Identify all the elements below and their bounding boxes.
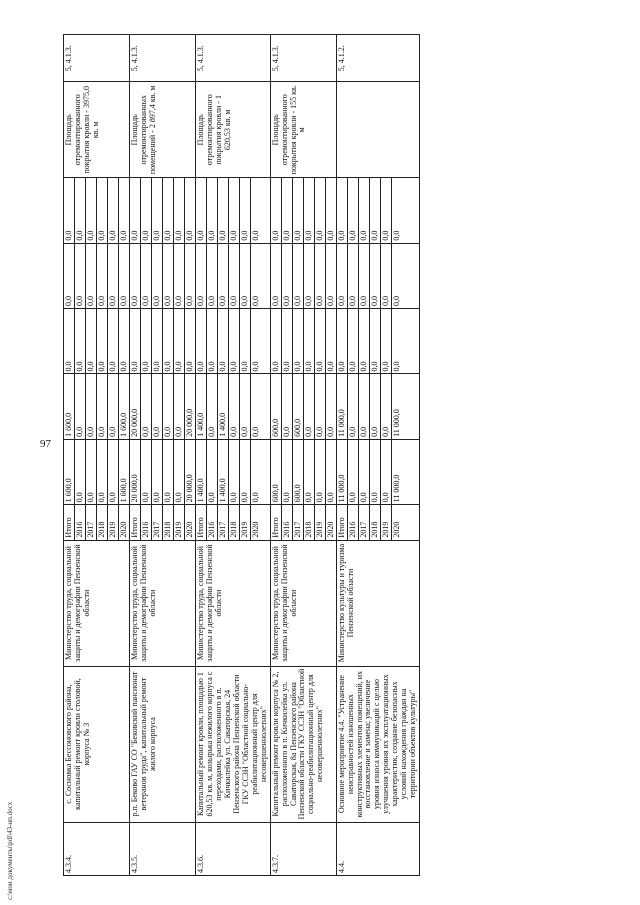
year-column-value: 2016	[207, 505, 218, 539]
regional-budget-column	[270, 374, 336, 439]
year-column	[270, 505, 336, 540]
local-budget-column	[196, 243, 271, 308]
regional-budget-column-value: 0,0	[348, 374, 359, 438]
regional-budget-column-value: 11 000,0	[337, 374, 348, 438]
local-budget-column-value: 0,0	[108, 244, 119, 308]
local-budget-column-value: 0,0	[282, 244, 293, 308]
other-sources-column-value: 0,0	[304, 178, 315, 242]
other-sources-column	[64, 178, 130, 243]
total-column	[270, 439, 336, 504]
total-column-value: 0,0	[229, 440, 240, 504]
year-column-value: 2019	[315, 505, 326, 539]
regional-budget-column-value: 0,0	[381, 374, 392, 438]
total-column-value: 0,0	[240, 440, 251, 504]
other-sources-column-value: 0,0	[240, 178, 251, 242]
other-sources-column-value: 0,0	[229, 178, 240, 242]
other-sources-column-value: 0,0	[325, 230, 335, 241]
local-budget-column-value: 0,0	[163, 244, 174, 308]
year-column-value: 2020	[251, 521, 260, 538]
regional-budget-column	[130, 374, 196, 439]
page-number: 97	[40, 438, 51, 450]
total-column-value: 0,0	[108, 440, 119, 504]
row-reference: 5, 4.1.3.	[196, 35, 271, 82]
row-name: с. Сосновка Бессоновского района, капитальный ремонт кровли столовой, корпуса № 3	[64, 666, 130, 822]
total-column-value: 11 000,0	[391, 474, 401, 503]
total-column-value: 0,0	[370, 440, 381, 504]
federal-budget-column	[130, 309, 196, 374]
row-reference: 5, 4.1.3.	[270, 35, 336, 82]
total-column	[130, 439, 196, 504]
total-column-value: 11 000,0	[337, 440, 348, 504]
federal-budget-column-value: 0,0	[240, 309, 251, 373]
total-column-value: 0,0	[174, 440, 185, 504]
local-budget-column-value: 0,0	[174, 244, 185, 308]
row-number: 4.3.5.	[130, 822, 196, 875]
table-row	[270, 35, 336, 876]
row-indicator: Площадь отремонтированного покрытия кровли - 155 кв. м	[270, 82, 336, 178]
year-column-value: 2019	[381, 505, 392, 539]
rotated-table-container	[63, 34, 623, 876]
row-number: 4.3.6.	[196, 822, 271, 875]
year-column-value: 2018	[229, 505, 240, 539]
federal-budget-column-value: 0,0	[315, 309, 326, 373]
federal-budget-column-value: 0,0	[293, 309, 304, 373]
other-sources-column	[336, 178, 420, 243]
other-sources-column	[196, 178, 271, 243]
total-column-value: 0,0	[348, 440, 359, 504]
regional-budget-column-value: 600,0	[271, 374, 282, 438]
federal-budget-column-value: 0,0	[119, 361, 128, 372]
total-column-value: 20 000,0	[185, 474, 194, 503]
other-sources-column-value: 0,0	[293, 178, 304, 242]
table-row	[130, 35, 196, 876]
federal-budget-column-value: 0,0	[141, 309, 152, 373]
regional-budget-column-value: 0,0	[370, 374, 381, 438]
year-column-value: 2020	[119, 521, 128, 538]
year-column-value: Итого	[271, 505, 282, 539]
row-number: 4.4.	[336, 822, 420, 875]
total-column-value: 20 000,0	[130, 440, 141, 504]
other-sources-column-value: 0,0	[163, 178, 174, 242]
other-sources-column-value: 0,0	[64, 178, 75, 242]
row-name: Основное мероприятие 4.4. "Устранение неисправностей изношенных конструктивных элементов помещений, их восстановление и замена; увеличение уровня износа коммуникаций с целью улучшения уровня их эксплуатационных характеристик, создание безопасных условий нахождения граждан на территории объектов культуры"	[336, 666, 420, 822]
row-name: Капитальный ремонт кровли, площадью 1 620,53 кв. м, козырька нежилого корпуса с переходами, расположенного в п. Кичкилейка ул. Саваторская, 24 Пензенского района Пензенской области ГКУ ССЗН "Областной социально-реабилитационный центр для несовершеннолетних"	[196, 666, 271, 822]
local-budget-column-value: 0,0	[64, 244, 75, 308]
total-column-value: 0,0	[97, 440, 108, 504]
table-row	[64, 35, 130, 876]
total-column-value: 1 600,0	[119, 478, 128, 503]
other-sources-column-value: 0,0	[185, 230, 194, 241]
total-column-value: 600,0	[293, 440, 304, 504]
year-column-value: Итого	[64, 505, 75, 539]
regional-budget-column-value: 0,0	[97, 374, 108, 438]
total-column-value: 0,0	[75, 440, 86, 504]
total-column	[196, 439, 271, 504]
regional-budget-column-value: 1 400,0	[218, 374, 229, 438]
other-sources-column-value: 0,0	[130, 178, 141, 242]
local-budget-column-value: 0,0	[348, 244, 359, 308]
federal-budget-column-value: 0,0	[86, 309, 97, 373]
other-sources-column-value: 0,0	[271, 178, 282, 242]
year-column-value: 2018	[370, 505, 381, 539]
total-column-value: 0,0	[381, 440, 392, 504]
federal-budget-column-value: 0,0	[348, 309, 359, 373]
total-column-value: 1 600,0	[64, 440, 75, 504]
regional-budget-column-value: 0,0	[282, 374, 293, 438]
year-column-value: 2016	[75, 505, 86, 539]
federal-budget-column	[336, 309, 420, 374]
year-column-value: 2020	[185, 521, 194, 538]
other-sources-column-value: 0,0	[381, 178, 392, 242]
total-column	[64, 439, 130, 504]
total-column-value: 0,0	[152, 440, 163, 504]
total-column-value: 0,0	[251, 492, 260, 503]
regional-budget-column-value: 0,0	[325, 426, 335, 437]
regional-budget-column-value: 0,0	[152, 374, 163, 438]
total-column-value: 1 400,0	[218, 440, 229, 504]
regional-budget-column-value: 0,0	[304, 374, 315, 438]
federal-budget-column-value: 0,0	[152, 309, 163, 373]
total-column-value: 1 400,0	[196, 440, 207, 504]
local-budget-column	[64, 243, 130, 308]
row-executor: Министерство труда, социальной защиты и демографии Пензенской области	[130, 540, 196, 666]
local-budget-column-value: 0,0	[251, 296, 260, 307]
regional-budget-column-value: 1 600,0	[64, 374, 75, 438]
row-reference: 5, 4.1.2.	[336, 35, 420, 82]
local-budget-column-value: 0,0	[381, 244, 392, 308]
total-column-value: 0,0	[282, 440, 293, 504]
local-budget-column	[270, 243, 336, 308]
other-sources-column-value: 0,0	[207, 178, 218, 242]
row-indicator	[336, 82, 420, 178]
federal-budget-column-value: 0,0	[370, 309, 381, 373]
local-budget-column-value: 0,0	[97, 244, 108, 308]
local-budget-column-value: 0,0	[304, 244, 315, 308]
year-column-value: 2016	[282, 505, 293, 539]
local-budget-column-value: 0,0	[207, 244, 218, 308]
other-sources-column-value: 0,0	[251, 230, 260, 241]
regional-budget-column-value: 0,0	[207, 374, 218, 438]
local-budget-column-value: 0,0	[141, 244, 152, 308]
regional-budget-column-value: 20 000,0	[185, 408, 194, 437]
regional-budget-column	[196, 374, 271, 439]
regional-budget-column-value: 0,0	[229, 374, 240, 438]
other-sources-column	[130, 178, 196, 243]
other-sources-column-value: 0,0	[337, 178, 348, 242]
year-column	[196, 505, 271, 540]
year-column-value: 2018	[97, 505, 108, 539]
regional-budget-column-value: 0,0	[108, 374, 119, 438]
row-number: 4.3.4.	[64, 822, 130, 875]
year-column-value: 2018	[304, 505, 315, 539]
row-executor: Министерство труда, социальной защиты и демографии Пензенской области	[270, 540, 336, 666]
regional-budget-column-value: 0,0	[75, 374, 86, 438]
other-sources-column-value: 0,0	[391, 230, 401, 241]
year-column-value: 2019	[108, 505, 119, 539]
regional-budget-column-value: 0,0	[240, 374, 251, 438]
other-sources-column-value: 0,0	[86, 178, 97, 242]
regional-budget-column-value: 1 400,0	[196, 374, 207, 438]
regional-budget-column-value: 0,0	[141, 374, 152, 438]
other-sources-column-value: 0,0	[196, 178, 207, 242]
federal-budget-column-value: 0,0	[207, 309, 218, 373]
regional-budget-column-value: 11 000,0	[391, 409, 401, 437]
row-indicator: Площадь отремонтированного покрытия кровли - 3975,0 кв. м	[64, 82, 130, 178]
regional-budget-column-value: 600,0	[293, 374, 304, 438]
row-name: р.п. Беково ГАУ СО "Бековский пансионат ветеранов труда", капитальный ремонт жилого корпуса	[130, 666, 196, 822]
other-sources-column-value: 0,0	[141, 178, 152, 242]
year-column-value: 2018	[163, 505, 174, 539]
year-column-value: 2017	[218, 505, 229, 539]
year-column-value: 2020	[325, 521, 335, 538]
federal-budget-column-value: 0,0	[218, 309, 229, 373]
local-budget-column-value: 0,0	[337, 244, 348, 308]
federal-budget-column-value: 0,0	[282, 309, 293, 373]
federal-budget-column	[270, 309, 336, 374]
local-budget-column-value: 0,0	[75, 244, 86, 308]
federal-budget-column-value: 0,0	[75, 309, 86, 373]
year-column-value: 2016	[348, 505, 359, 539]
year-column	[336, 505, 420, 540]
other-sources-column-value: 0,0	[119, 230, 128, 241]
total-column-value: 0,0	[207, 440, 218, 504]
local-budget-column-value: 0,0	[271, 244, 282, 308]
row-executor: Министерство культуры и туризма Пензенской области	[336, 540, 420, 666]
row-executor: Министерство труда, социальной защиты и демографии Пензенской области	[196, 540, 271, 666]
year-column-value: 2020	[391, 521, 401, 538]
regional-budget-column-value: 0,0	[251, 426, 260, 437]
federal-budget-column-value: 0,0	[174, 309, 185, 373]
regional-budget-column-value: 0,0	[359, 374, 370, 438]
local-budget-column-value: 0,0	[359, 244, 370, 308]
other-sources-column-value: 0,0	[359, 178, 370, 242]
regional-budget-column	[64, 374, 130, 439]
total-column-value: 0,0	[163, 440, 174, 504]
local-budget-column-value: 0,0	[218, 244, 229, 308]
year-column	[64, 505, 130, 540]
row-executor: Министерство труда, социальной защиты и демографии Пензенской области	[64, 540, 130, 666]
local-budget-column-value: 0,0	[86, 244, 97, 308]
total-column-value: 0,0	[141, 440, 152, 504]
federal-budget-column-value: 0,0	[251, 361, 260, 372]
year-column-value: 2019	[174, 505, 185, 539]
total-column-value: 0,0	[86, 440, 97, 504]
local-budget-column-value: 0,0	[391, 296, 401, 307]
local-budget-column-value: 0,0	[152, 244, 163, 308]
row-reference: 5, 4.1.3.	[64, 35, 130, 82]
row-name: Капитальный ремонт кровли корпуса № 2, расположенного в п. Кичкилейка ул. Саваторская, 8а Пензенского района Пензенской области ГКУ ССЗН "Областной социально-реабилитационный центр для несовершеннолетних"	[270, 666, 336, 822]
federal-budget-column-value: 0,0	[271, 309, 282, 373]
regional-budget-column-value: 0,0	[86, 374, 97, 438]
year-column-value: 2017	[152, 505, 163, 539]
federal-budget-column-value: 0,0	[130, 309, 141, 373]
other-sources-column-value: 0,0	[348, 178, 359, 242]
file-path-footer: c:\мои документы\pdl\43-ип.docx	[6, 801, 14, 900]
local-budget-column-value: 0,0	[185, 296, 194, 307]
year-column-value: 2016	[141, 505, 152, 539]
row-number: 4.3.7.	[270, 822, 336, 875]
federal-budget-column-value: 0,0	[163, 309, 174, 373]
regional-budget-column-value: 0,0	[315, 374, 326, 438]
other-sources-column-value: 0,0	[282, 178, 293, 242]
other-sources-column-value: 0,0	[108, 178, 119, 242]
table-row	[336, 35, 420, 876]
federal-budget-column-value: 0,0	[391, 361, 401, 372]
other-sources-column-value: 0,0	[218, 178, 229, 242]
row-reference: 5, 4.1.3.	[130, 35, 196, 82]
local-budget-column-value: 0,0	[196, 244, 207, 308]
local-budget-column-value: 0,0	[370, 244, 381, 308]
local-budget-column	[336, 243, 420, 308]
federal-budget-column-value: 0,0	[185, 361, 194, 372]
other-sources-column-value: 0,0	[315, 178, 326, 242]
regional-budget-column	[336, 374, 420, 439]
total-column-value: 0,0	[359, 440, 370, 504]
federal-budget-column-value: 0,0	[97, 309, 108, 373]
federal-budget-column-value: 0,0	[64, 309, 75, 373]
local-budget-column-value: 0,0	[130, 244, 141, 308]
federal-budget-column-value: 0,0	[381, 309, 392, 373]
regional-budget-column-value: 0,0	[174, 374, 185, 438]
local-budget-column	[130, 243, 196, 308]
total-column-value: 0,0	[315, 440, 326, 504]
federal-budget-column-value: 0,0	[325, 361, 335, 372]
total-column-value: 0,0	[325, 492, 335, 503]
regional-budget-column-value: 20 000,0	[130, 374, 141, 438]
regional-budget-column-value: 1 600,0	[119, 412, 128, 437]
local-budget-column-value: 0,0	[293, 244, 304, 308]
row-indicator: Площадь отремонтированного покрытия кровли - 1 620,53 кв. м	[196, 82, 271, 178]
row-indicator: Площадь отремонтированных помещений - 2 897,4 кв. м	[130, 82, 196, 178]
other-sources-column-value: 0,0	[174, 178, 185, 242]
year-column-value: 2019	[240, 505, 251, 539]
regional-budget-column-value: 0,0	[163, 374, 174, 438]
federal-budget-column-value: 0,0	[359, 309, 370, 373]
local-budget-column-value: 0,0	[315, 244, 326, 308]
federal-budget-column-value: 0,0	[196, 309, 207, 373]
table-row	[196, 35, 271, 876]
federal-budget-column	[64, 309, 130, 374]
table-body	[64, 35, 420, 876]
year-column	[130, 505, 196, 540]
federal-budget-column-value: 0,0	[304, 309, 315, 373]
year-column-value: Итого	[130, 505, 141, 539]
year-column-value: Итого	[337, 505, 348, 539]
other-sources-column	[270, 178, 336, 243]
other-sources-column-value: 0,0	[152, 178, 163, 242]
year-column-value: Итого	[196, 505, 207, 539]
local-budget-column-value: 0,0	[229, 244, 240, 308]
total-column-value: 0,0	[304, 440, 315, 504]
local-budget-column-value: 0,0	[240, 244, 251, 308]
federal-budget-column-value: 0,0	[108, 309, 119, 373]
other-sources-column-value: 0,0	[97, 178, 108, 242]
federal-budget-column-value: 0,0	[229, 309, 240, 373]
local-budget-column-value: 0,0	[325, 296, 335, 307]
program-table	[63, 34, 420, 876]
other-sources-column-value: 0,0	[370, 178, 381, 242]
local-budget-column-value: 0,0	[119, 296, 128, 307]
federal-budget-column	[196, 309, 271, 374]
other-sources-column-value: 0,0	[75, 178, 86, 242]
year-column-value: 2017	[86, 505, 97, 539]
total-column	[336, 439, 420, 504]
year-column-value: 2017	[359, 505, 370, 539]
total-column-value: 600,0	[271, 440, 282, 504]
federal-budget-column-value: 0,0	[337, 309, 348, 373]
year-column-value: 2017	[293, 505, 304, 539]
